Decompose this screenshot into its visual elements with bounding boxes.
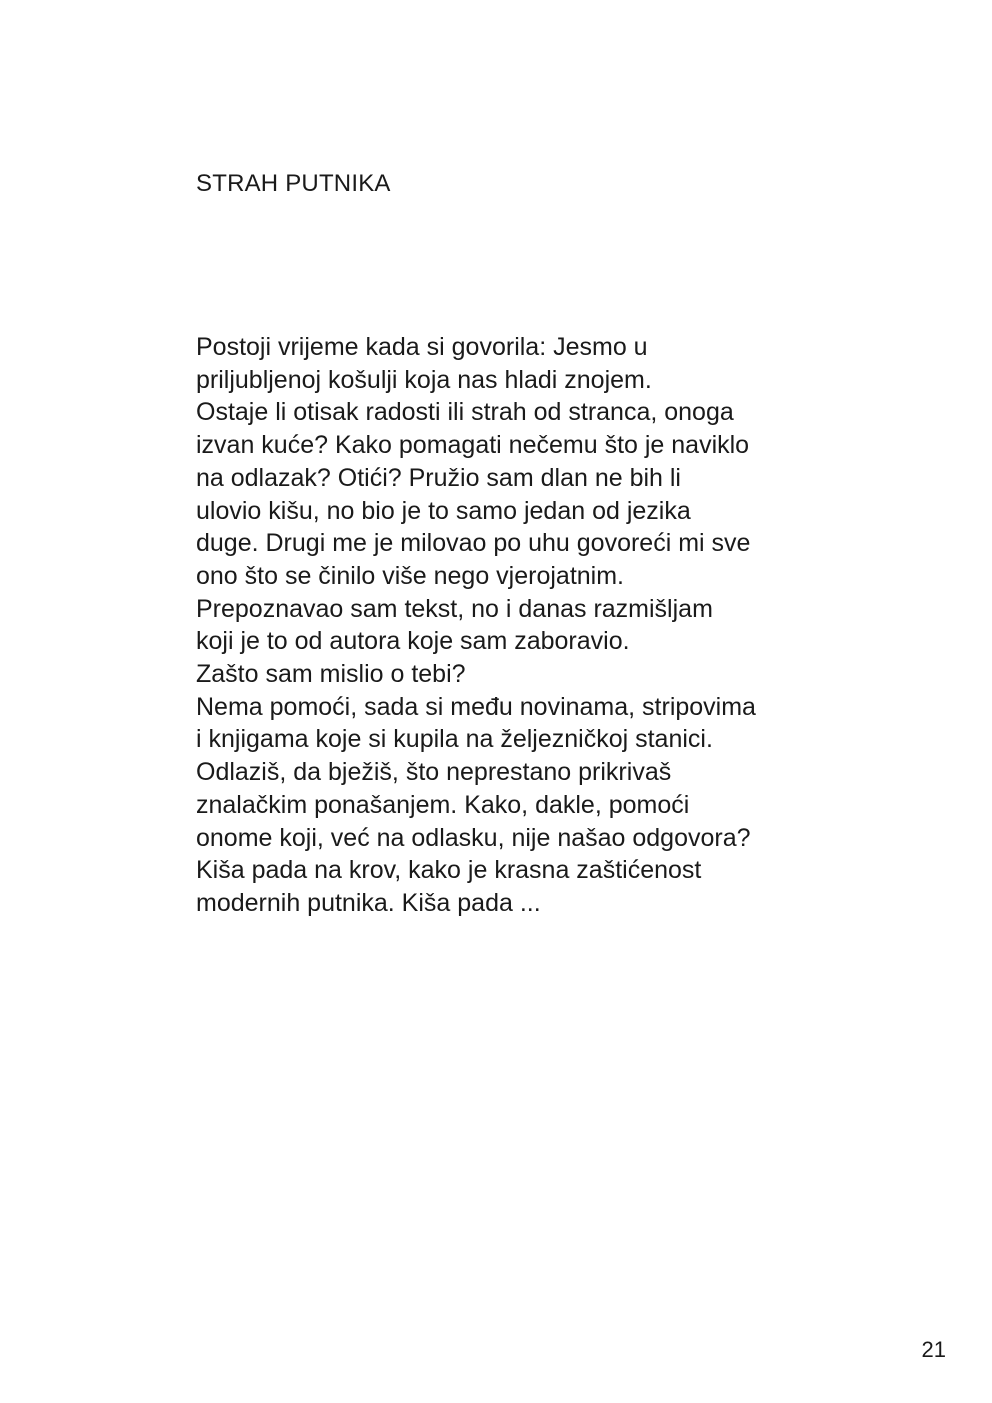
poem-line: duge. Drugi me je milovao po uhu govoreći mi sve: [196, 529, 751, 558]
poem-body: [196, 331, 856, 920]
page-number: 21: [921, 1337, 946, 1362]
poem-line: ulovio kišu, no bio je to samo jedan od jezika: [196, 496, 691, 525]
poem-line: i knjigama koje si kupila na željezničkoj stanici.: [196, 725, 713, 754]
poem-line: izvan kuće? Kako pomagati nečemu što je naviklo: [196, 431, 750, 460]
poem-line: Prepoznavao sam tekst, no i danas razmišljam: [196, 594, 713, 623]
poem-line: Odlaziš, da bježiš, što neprestano prikrivaš: [196, 758, 672, 787]
poem-title: STRAH PUTNIKA: [196, 170, 391, 197]
poem-line: modernih putnika. Kiša pada ...: [196, 888, 541, 917]
poem-line: Nema pomoći, sada si među novinama, stripovima: [196, 692, 756, 721]
poem-line: Zašto sam mislio o tebi?: [196, 660, 466, 689]
poem-line: Postoji vrijeme kada si govorila: Jesmo u: [196, 333, 648, 361]
poem-line: onome koji, već na odlasku, nije našao odgovora?: [196, 823, 751, 852]
poem-line: znalačkim ponašanjem. Kako, dakle, pomoći: [196, 790, 690, 819]
poem-line: koji je to od autora koje sam zaboravio.: [196, 627, 630, 656]
poem-line: Ostaje li otisak radosti ili strah od stranca, onoga: [196, 398, 734, 427]
poem-line: na odlazak? Otići? Pružio sam dlan ne bih li: [196, 463, 681, 492]
poem-line: ono što se činilo više nego vjerojatnim.: [196, 561, 625, 590]
poem-line: priljubljenoj košulji koja nas hladi znojem.: [196, 365, 652, 394]
poem-line: Kiša pada na krov, kako je krasna zaštićenost: [196, 856, 702, 885]
